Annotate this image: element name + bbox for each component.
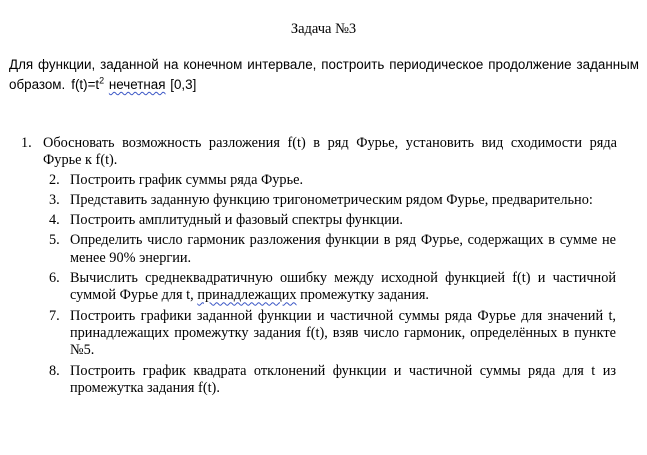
task-item-2 [0, 172, 616, 189]
task-number: 7. [49, 307, 60, 324]
task-text-after: промежутку задания. [300, 287, 429, 304]
task-text: Построить график квадрата отклонений функции и частичной суммы ряда для t из промежутка задания f(t). [70, 362, 616, 396]
task-text: Определить число гармоник разложения функции в ряд Фурье, содержащих в сумме не менее 90% энергии. [70, 232, 616, 266]
function-interval: [0,3] [170, 77, 197, 92]
task-number: 1. [21, 135, 32, 151]
task-number: 6. [49, 270, 60, 287]
task-text: Построить графики заданной функции и частичной суммы ряда Фурье для значений t, принадлежащих промежутку задания f(t), взяв число гармоник, определённых в пункте №5. [70, 307, 616, 359]
task-number: 5. [49, 232, 60, 249]
task-title: Задача №3 [290, 21, 357, 37]
function-formula [71, 77, 104, 92]
statement-text: Для функции, заданной на конечном интервале, построить периодическое продолжение заданным образом. [9, 57, 639, 92]
function-exponent: 2 [99, 75, 105, 86]
task-item-6 [0, 270, 616, 305]
parity-word: нечетная [108, 77, 166, 92]
task-number: 3. [49, 191, 60, 208]
task-number: 2. [49, 171, 60, 188]
task-text: Построить график суммы ряда Фурье. [70, 171, 304, 188]
task-text-before: Вычислить среднеквадратичную ошибку между исходной функцией f(t) и частичной суммой Фурье для t, [70, 270, 616, 304]
function-base: f(t)=t [71, 77, 100, 92]
task-item-8 [0, 363, 616, 398]
task-text: Обосновать возможность разложения f(t) в ряд Фурье, установить вид сходимости ряда Фурье к f(t). [43, 135, 617, 169]
task-text: Построить амплитудный и фазовый спектры функции. [70, 212, 403, 229]
task-item-1 [0, 135, 617, 170]
spellcheck-marked-word: принадлежащих [197, 287, 297, 304]
task-number: 8. [49, 362, 60, 379]
task-number: 4. [49, 212, 60, 229]
task-text: Представить заданную функцию тригонометрическим рядом Фурье, предварительно: [70, 191, 593, 208]
task-item-4 [0, 212, 616, 229]
task-item-7 [0, 308, 616, 360]
task-item-5 [0, 232, 616, 267]
task-statement [9, 55, 639, 95]
task-item-3 [0, 192, 616, 209]
task-list [0, 135, 640, 397]
